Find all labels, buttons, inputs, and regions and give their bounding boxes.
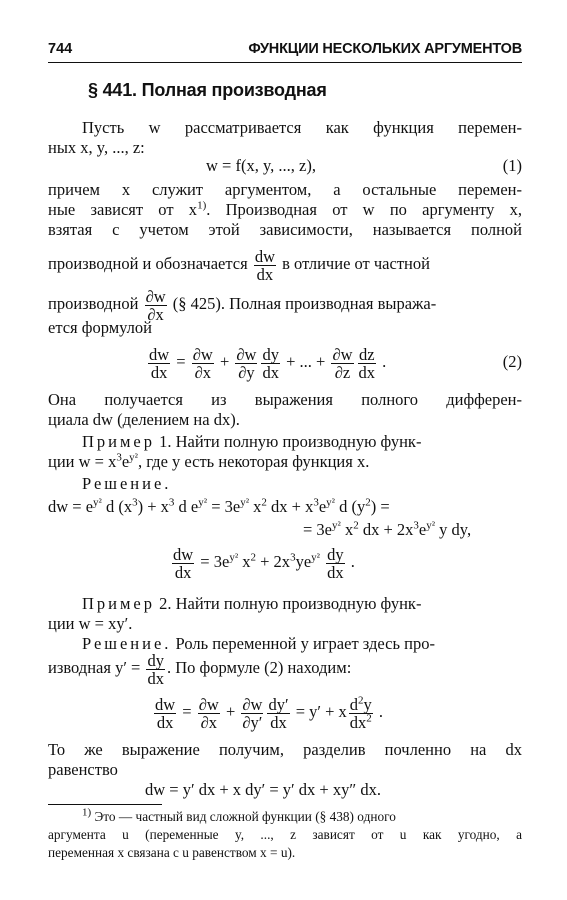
footnote-line: $^{1)}$ Это — частный вид сложной функции (§ 438) одного <box>82 808 396 824</box>
page-number: 744 <box>48 41 73 57</box>
fraction-partial-w-x: $\frac{\partial w}{\partial x}$ <box>145 286 166 324</box>
equation-7: dw = y′ dx + x dy′ = y′ dx + xy″ dx. <box>145 780 381 799</box>
example-heading: Пример 2. Найти полную производную функ- <box>82 594 422 613</box>
equation-2: $\frac{dw}{dx}$ = $\frac{\partial w}{\partial x}$ + $\frac{\partial w}{\partial y}$ $\frac{dy}{dx}$ + ... + $\frac{\partial w}{\partial z}$ $\frac{dz}{dx}$ . <box>149 344 387 382</box>
solution-heading: Решение. <box>82 474 172 493</box>
text-line: изводная y′ = $\frac{dy}{dx}$ . По формуле (2) находим: <box>48 650 352 688</box>
text-line: циала dw (делением на dx). <box>48 410 240 429</box>
equation-number: (1) <box>502 156 522 175</box>
section-title: § 441. Полная производная <box>88 80 327 100</box>
footnote-ref: 1) <box>197 200 207 212</box>
equation-5: $\frac{dw}{dx}$ = $3e^{y^2}$ $x^2 + 2x^3ye^{y^2}$ $\frac{dy}{dx}$ . <box>173 544 355 582</box>
fraction-dw-dx: $\frac{dw}{dx}$ <box>254 246 275 284</box>
text-line: ется формулой <box>48 318 152 337</box>
text-line: ные зависят от $x^{1)}$. Производная от w по аргументу x, <box>48 200 522 219</box>
text-line: То же выражение получим, разделив почленно на dx <box>48 740 522 759</box>
running-title: ФУНКЦИИ НЕСКОЛЬКИХ АРГУМЕНТОВ <box>248 41 522 57</box>
equation-number: (2) <box>502 352 522 371</box>
text-line: взятая с учетом этой зависимости, называется полной <box>48 220 522 239</box>
footnote-line: аргумента u (переменные y, ..., z зависят от u как угодно, а <box>48 827 522 842</box>
text-line: производной $\frac{\partial w}{\partial x}$ (§ 425). Полная производная выража- <box>48 286 437 324</box>
equation-4: = $3e^{y^2}$ $x^2$ dx + $2x^3e^{y^2}$ y dy, <box>303 519 472 539</box>
text-line: ции $w = x^3e^{y^2}$, где y есть некоторая функция x. <box>48 452 370 471</box>
fraction-dy-dx: $\frac{dy}{dx}$ <box>147 650 164 688</box>
text-line: причем x служит аргументом, а остальные перемен- <box>48 180 522 199</box>
text-line: ных x, y, ..., z: <box>48 138 145 157</box>
equation-3: dw = $e^{y^2}$ d $(x^3) + x^3$ d $e^{y^2} = 3e^{y^2}$ $x^2$ dx + $x^3e^{y^2}$ d $(y^2)$ = <box>48 496 390 516</box>
text-line: Она получается из выражения полного дифферен- <box>48 390 522 409</box>
text-line: производной и обозначается $\frac{dw}{dx}$ в отличие от частной <box>48 246 430 284</box>
text-line: равенство <box>48 760 118 779</box>
text-line: ции w = xy′. <box>48 614 133 633</box>
text-line: Пусть w рассматривается как функция перемен- <box>82 118 522 137</box>
equation-1: w = f(x, y, ..., z), <box>206 156 316 175</box>
equation-6: $\frac{dw}{dx}$ = $\frac{\partial w}{\partial x}$ + $\frac{\partial w}{\partial y'}$ $\frac{dy'}{dx}$ = y′ + x $\frac{d^2y}{dx^2}$ . <box>155 694 384 732</box>
solution-heading: Решение. Роль переменной y играет здесь про- <box>82 634 435 653</box>
example-heading: Пример 1. Найти полную производную функ- <box>82 432 422 451</box>
footnote-line: переменная x связана с u равенством x = u). <box>48 845 296 860</box>
running-header <box>48 36 522 63</box>
footnote-divider <box>48 804 162 805</box>
